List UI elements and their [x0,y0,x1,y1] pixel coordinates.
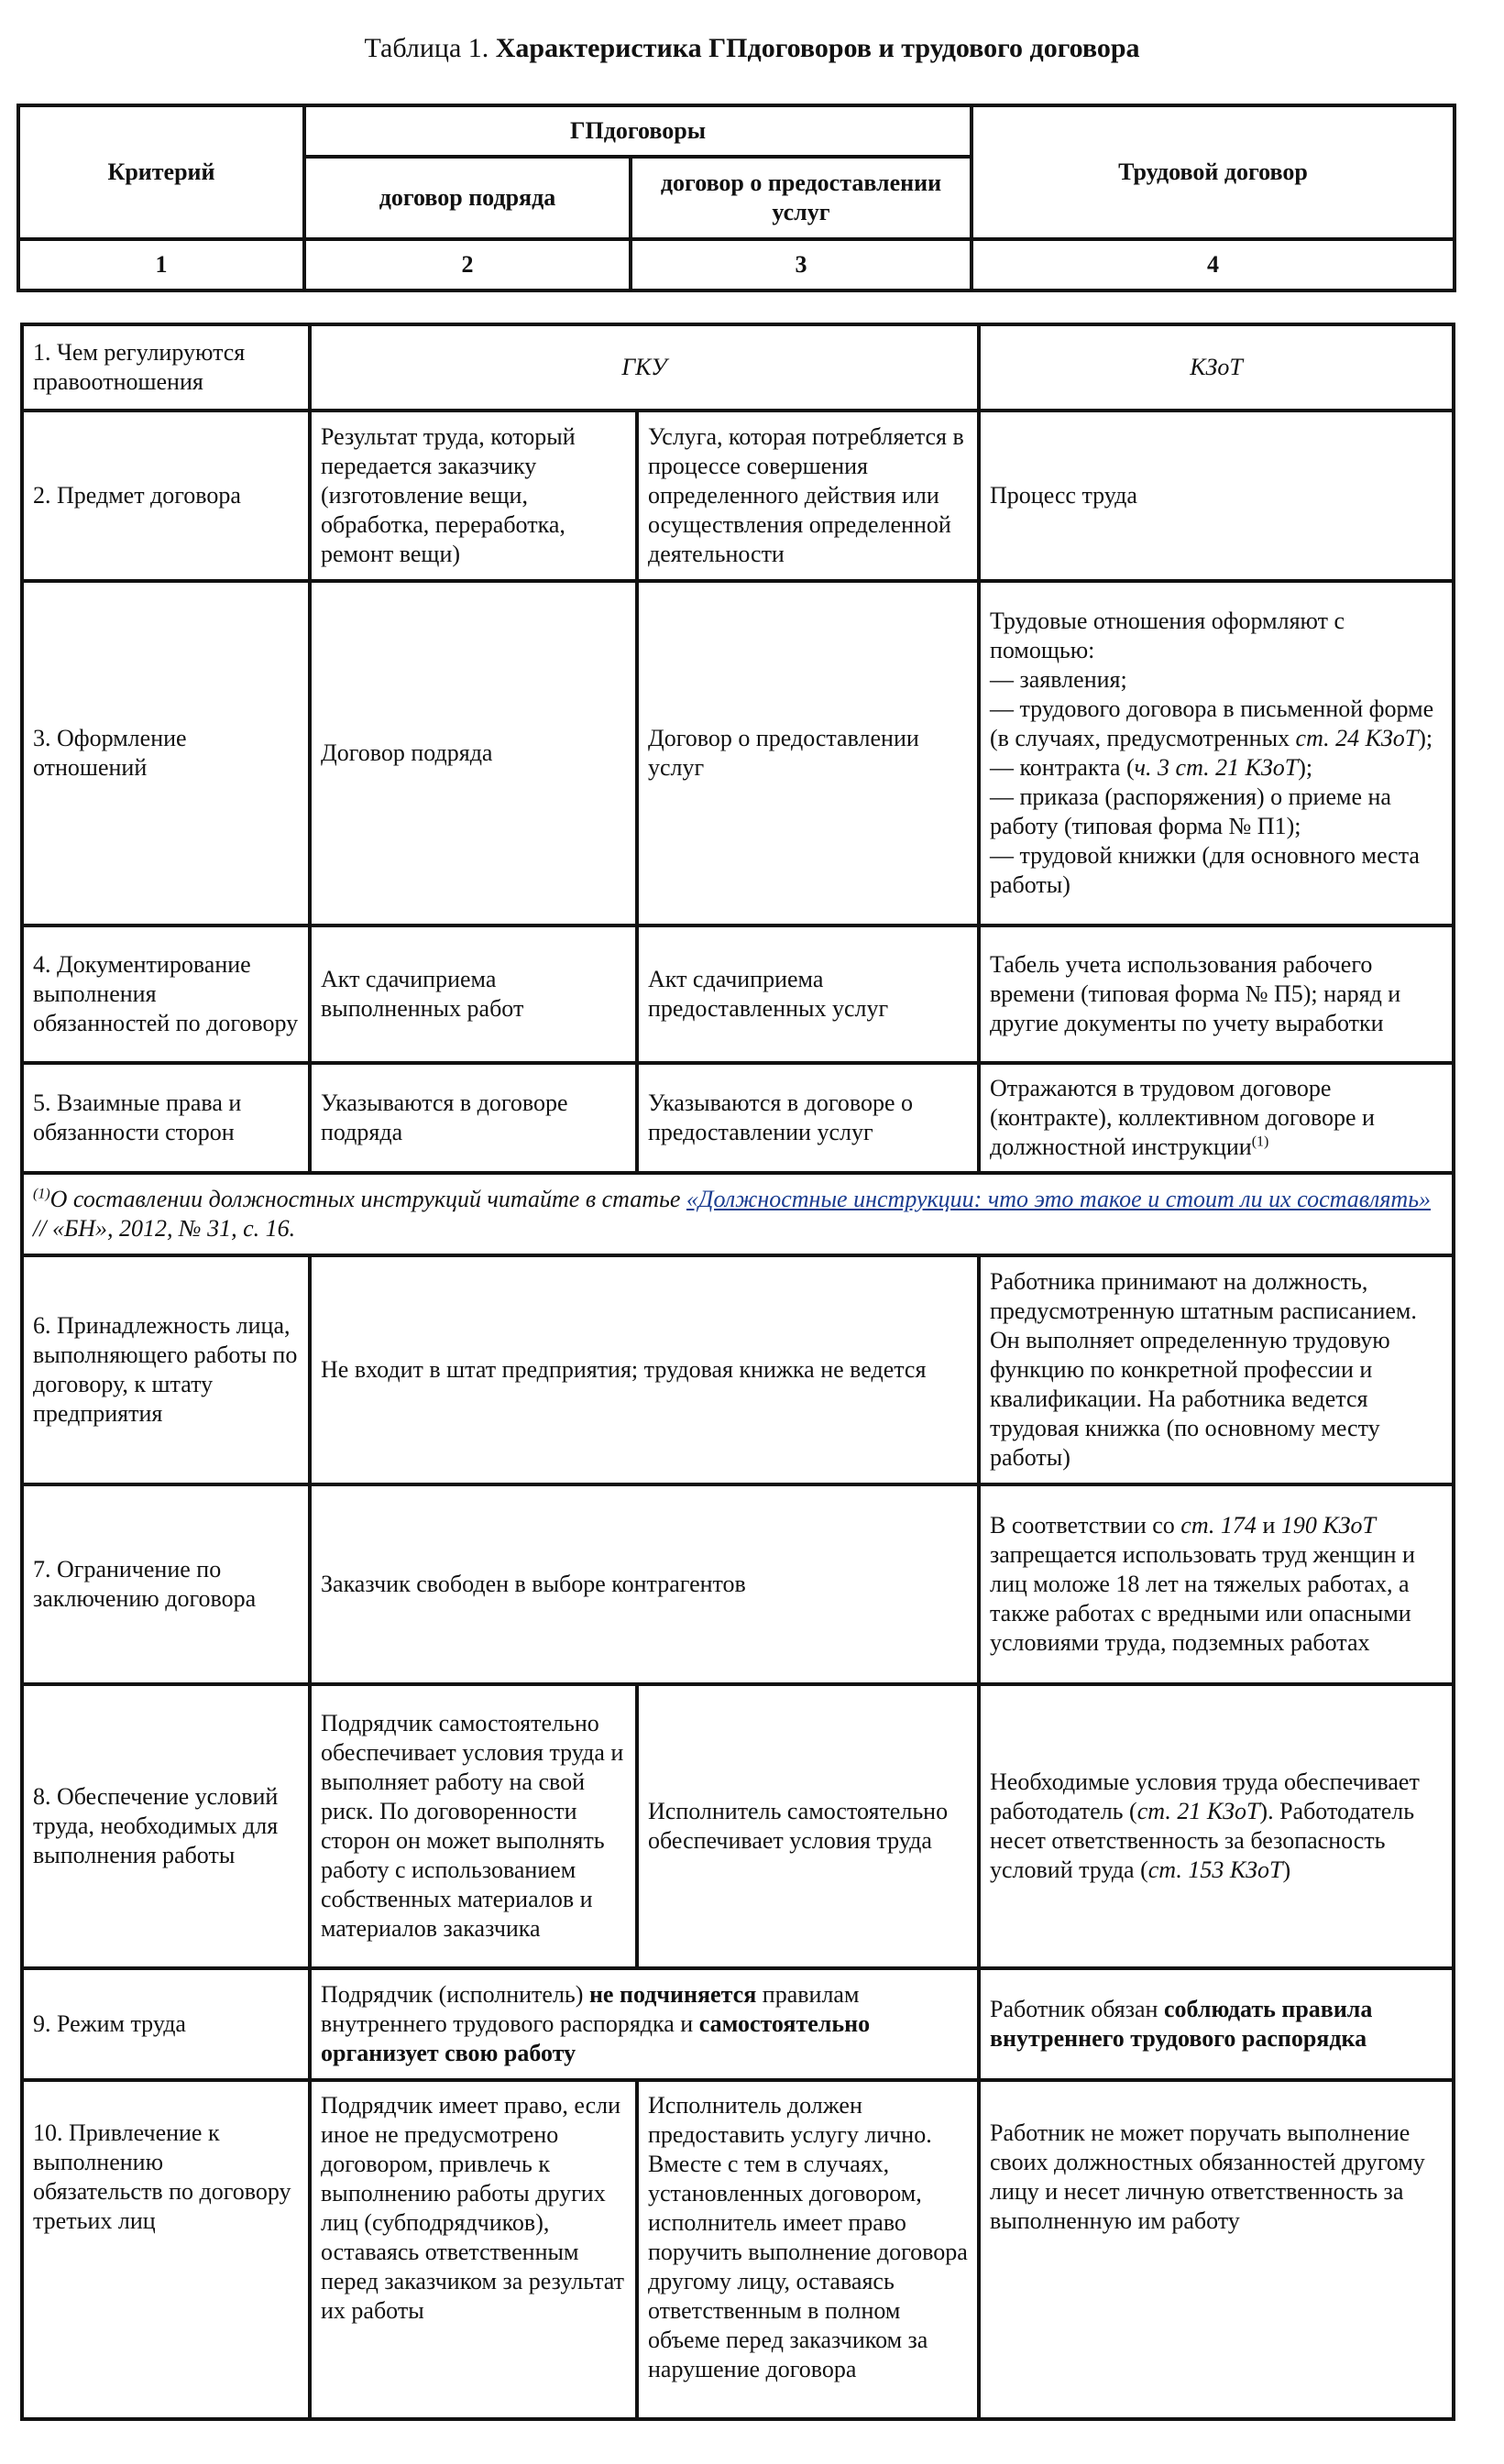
law-reference[interactable]: ст. 24 КЗоТ [1295,725,1419,751]
body-table [20,323,1455,2421]
criterion-cell: 9. Режим труда [22,1968,310,2080]
labor-cell [979,1968,1454,2080]
gp-emphasis: не подчиняется [588,1981,757,2008]
labor-text: В соответствии со [990,1512,1181,1539]
law-reference[interactable]: ст. 174 [1180,1512,1257,1539]
footnote-marker: (1) [33,1186,50,1202]
table-row [22,1484,1454,1684]
labor-cell: Процесс труда [979,411,1454,581]
table-row [22,1063,1454,1173]
gp-text: правилам внутреннего трудового распорядка и [321,1981,860,2037]
table-row [22,1684,1454,1968]
header-num-2: 2 [304,239,631,290]
table-row [22,1968,1454,2080]
table-row [22,581,1454,925]
uslugi-cell: Акт сдачиприема предоставленных услуг [637,925,979,1063]
labor-text: ); [1418,725,1433,751]
uslugi-cell: Исполнитель должен предоставить услугу лично. Вместе с тем в случаях, установленных договором, исполнитель имеет право поручить выполнение договора другому лицу, оставаясь ответственным в полном объеме перед заказчиком за нарушение договора [637,2080,979,2419]
law-reference[interactable]: 190 КЗоТ [1280,1512,1376,1539]
labor-cell [979,1063,1454,1173]
labor-text: ); [1298,754,1313,781]
law-reference[interactable]: ст. 21 КЗоТ [1136,1798,1260,1824]
table-row [22,1255,1454,1484]
footnote-text: // «БН», 2012, № 31, с. 16. [33,1215,296,1242]
labor-text: — трудового договора в письменной форме (в случаях, предусмотренных [990,695,1434,751]
header-num-1: 1 [18,239,304,290]
gp-text: Подрядчик (исполнитель) [321,1981,589,2008]
uslugi-cell: Указываются в договоре о предоставлении услуг [637,1063,979,1173]
law-reference[interactable]: ст. 153 КЗоТ [1147,1856,1283,1883]
gp-emphasis: самостоятельно организует свою работу [321,2010,871,2066]
labor-intro: Трудовые отношения оформляют с помощью: [990,608,1345,663]
criterion-cell: 4. Документирование выполнения обязанностей по договору [22,925,310,1063]
labor-cell: КЗоТ [979,324,1454,411]
criterion-cell: 5. Взаимные права и обязанности сторон [22,1063,310,1173]
header-criterion: Критерий [18,105,304,239]
gp-cell [310,1968,979,2080]
footnote-text: О составлении должностных инструкций читайте в статье [49,1186,686,1212]
podryad-cell: Подрядчик имеет право, если иное не предусмотрено договором, привлечь к выполнению работы других лиц (субподрядчиков), оставаясь ответственным перед заказчиком за результат их работы [310,2080,637,2419]
uslugi-cell: Услуга, которая потребляется в процессе совершения определенного действия или осуществления определенной деятельности [637,411,979,581]
labor-cell: Работника принимают на должность, предусмотренную штатным расписанием. Он выполняет определенную трудовую функцию по конкретной профессии и квалификации. На работника ведется трудовая книжка (по основному месту работы) [979,1255,1454,1484]
labor-text: ) [1282,1856,1291,1883]
podryad-cell: Указываются в договоре подряда [310,1063,637,1173]
labor-text: — контракта ( [990,754,1135,781]
podryad-cell: Акт сдачиприема выполненных работ [310,925,637,1063]
labor-text: и [1256,1512,1281,1539]
header-uslugi: договор о предоставлении услуг [631,157,972,239]
footnote-row [22,1173,1454,1255]
caption-title: Характеристика ГПдоговоров и трудового договора [495,33,1140,63]
table-row [22,2080,1454,2419]
podryad-cell: Результат труда, который передается заказчику (изготовление вещи, обработка, переработка, ремонт вещи) [310,411,637,581]
labor-cell [979,581,1454,925]
header-num-4: 4 [972,239,1455,290]
labor-text: Работник обязан [990,1996,1164,2022]
labor-text: ). Работодатель несет ответственность за безопасность условий труда ( [990,1798,1415,1883]
labor-item: — приказа (распоряжения) о приеме на работу (типовая форма № П1); [990,783,1391,839]
header-table [16,104,1456,292]
header-podryad: договор подряда [304,157,631,239]
criterion-cell: 8. Обеспечение условий труда, необходимых для выполнения работы [22,1684,310,1968]
law-reference[interactable]: ч. 3 ст. 21 КЗоТ [1134,754,1299,781]
labor-item: — заявления; [990,666,1127,693]
header-num-3: 3 [631,239,972,290]
labor-text: запрещается использовать труд женщин и лиц моложе 18 лет на тяжелых работах, а также работах с вредными или опасными условиями труда, подземных работах [990,1541,1415,1656]
table-row [22,324,1454,411]
labor-cell [979,1684,1454,1968]
footnote-cell [22,1173,1454,1255]
article-link[interactable]: «Должностные инструкции: что это такое и стоит ли их составлять» [686,1186,1432,1212]
labor-text: Отражаются в трудовом договоре (контракте), коллективном договоре и должностной инструкции [990,1075,1375,1160]
criterion-cell: 1. Чем регулируются правоотношения [22,324,310,411]
header-labor-contract: Трудовой договор [972,105,1455,239]
labor-item [990,695,1443,753]
labor-cell: Табель учета использования рабочего времени (типовая форма № П5); наряд и другие документы по учету выработки [979,925,1454,1063]
table-row [22,411,1454,581]
labor-item [990,753,1443,783]
uslugi-cell: Договор о предоставлении услуг [637,581,979,925]
uslugi-cell: Исполнитель самостоятельно обеспечивает условия труда [637,1684,979,1968]
table-caption [0,33,1504,64]
podryad-cell: Договор подряда [310,581,637,925]
criterion-cell: 3. Оформление отношений [22,581,310,925]
table-row [22,925,1454,1063]
labor-cell [979,1484,1454,1684]
labor-item: — трудовой книжки (для основного места работы) [990,842,1420,898]
labor-emphasis: соблюдать правила внутреннего трудового распорядка [990,1996,1373,2052]
caption-prefix: Таблица 1. [364,33,496,63]
criterion-cell: 6. Принадлежность лица, выполняющего работы по договору, к штату предприятия [22,1255,310,1484]
gp-cell: Не входит в штат предприятия; трудовая книжка не ведется [310,1255,979,1484]
header-gp-group: ГПдоговоры [304,105,972,157]
criterion-cell: 10. Привлечение к выполнению обязательств по договору третьих лиц [22,2080,310,2419]
criterion-cell: 7. Ограничение по заключению договора [22,1484,310,1684]
podryad-cell: Подрядчик самостоятельно обеспечивает условия труда и выполняет работу на свой риск. По договоренности сторон он может выполнять работу с использованием собственных материалов и материалов заказчика [310,1684,637,1968]
gp-cell: ГКУ [310,324,979,411]
gp-cell: Заказчик свободен в выборе контрагентов [310,1484,979,1684]
footnote-marker[interactable]: (1) [1251,1133,1269,1150]
labor-text: Необходимые условия труда обеспечивает работодатель ( [990,1769,1420,1824]
labor-cell: Работник не может поручать выполнение своих должностных обязанностей другому лицу и несет личную ответственность за выполненную им работу [979,2080,1454,2419]
criterion-cell: 2. Предмет договора [22,411,310,581]
